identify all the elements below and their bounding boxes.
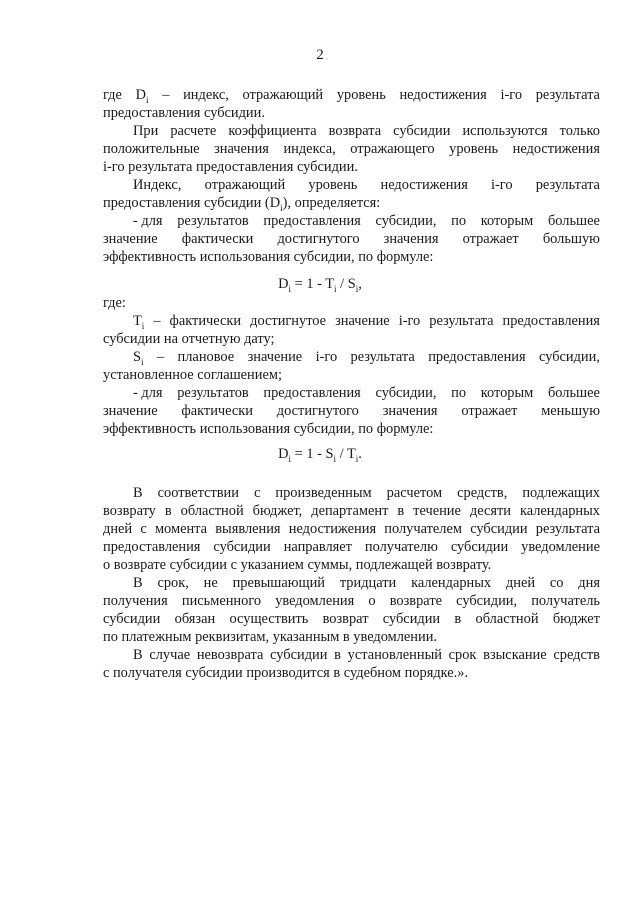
text-line: субсидии на отчетную дату; bbox=[103, 331, 275, 347]
text-line: положительные значения индекса, отражающего уровень недостижения bbox=[103, 141, 600, 157]
text-line: получения письменного уведомления о возврате субсидии, получатель bbox=[103, 593, 600, 609]
text-line: установленное соглашением; bbox=[103, 367, 282, 383]
text-line: значение фактически достигнутого значения отражает меньшую bbox=[103, 403, 600, 419]
text-line: предоставления субсидии $(D_i)$, определяется: bbox=[103, 195, 381, 213]
text-line: по платежным реквизитам, указанным в уведомлении. bbox=[103, 629, 438, 645]
text-line: В срок, не превышающий тридцати календарных дней со дня bbox=[133, 575, 600, 591]
text-line: с получателя субсидии производится в судебном порядке.». bbox=[103, 665, 469, 681]
text-line: где: bbox=[103, 295, 126, 311]
text-line: $S_i$ – плановое значение i-го результата предоставления субсидии, bbox=[133, 349, 600, 367]
text-line: $T_i$ – фактически достигнутое значение i-го результата предоставления bbox=[133, 313, 600, 331]
text-line: эффективность использования субсидии, по формуле: bbox=[103, 421, 434, 437]
text-line: о возврате субсидии с указанием суммы, подлежащей возврату. bbox=[103, 557, 492, 573]
text-line: эффективность использования субсидии, по формуле: bbox=[103, 249, 434, 265]
text-line: где $D_i$ – индекс, отражающий уровень недостижения i-го результата bbox=[103, 87, 600, 105]
text-line: предоставления субсидии направляет получателю субсидии уведомление bbox=[103, 539, 600, 555]
text-line: субсидии обязан осуществить возврат субсидии в областной бюджет bbox=[103, 611, 600, 627]
formula: $D_i = 1 - T_i / S_i$, bbox=[278, 276, 362, 294]
text-line: - для результатов предоставления субсидии, по которым большее bbox=[133, 385, 600, 401]
text-line: значение фактически достигнутого значения отражает большую bbox=[103, 231, 600, 247]
text-line: предоставления субсидии. bbox=[103, 105, 265, 121]
text-line: i-го результата предоставления субсидии. bbox=[103, 159, 358, 175]
text-line: При расчете коэффициента возврата субсидии используются только bbox=[133, 123, 600, 139]
text-line: дней с момента выявления недостижения получателем субсидии результата bbox=[103, 521, 600, 537]
page-number: 2 bbox=[316, 47, 324, 63]
text-line: В случае невозврата субсидии в установленный срок взыскание средств bbox=[133, 647, 600, 663]
text-line: В соответствии с произведенным расчетом средств, подлежащих bbox=[133, 485, 600, 501]
text-line: Индекс, отражающий уровень недостижения i-го результата bbox=[133, 177, 600, 193]
text-line: - для результатов предоставления субсидии, по которым большее bbox=[133, 213, 600, 229]
text-line: возврату в областной бюджет, департамент в течение десяти календарных bbox=[103, 503, 600, 519]
formula: $D_i = 1 - S_i / T_i$. bbox=[278, 446, 362, 464]
